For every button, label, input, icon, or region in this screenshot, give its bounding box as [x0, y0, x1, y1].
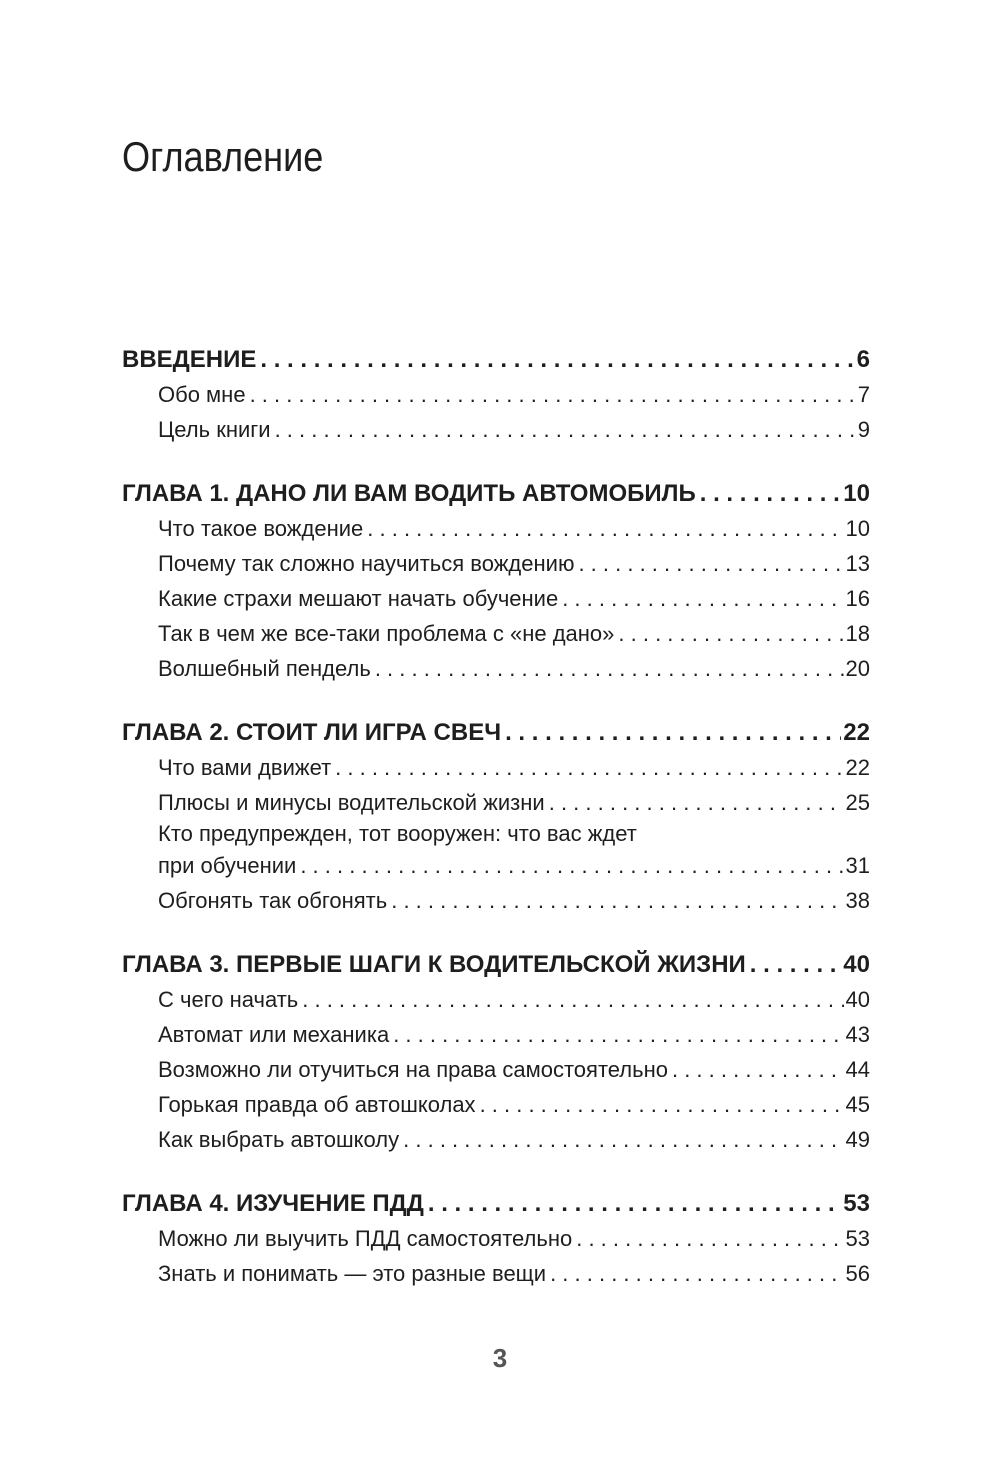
toc-section-title: Плюсы и минусы водительской жизни: [158, 790, 545, 815]
dot-leader: [562, 581, 843, 616]
toc-section[interactable]: [122, 377, 870, 412]
toc-section[interactable]: [122, 883, 870, 918]
toc-section-title: С чего начать: [158, 987, 299, 1012]
toc-section[interactable]: [122, 750, 870, 785]
page-number: 3: [492, 1343, 508, 1373]
toc-section-title: Почему так сложно научиться вождению: [158, 551, 575, 576]
toc-page-number: 25: [845, 790, 870, 815]
toc-chapter-4[interactable]: [122, 1186, 870, 1221]
toc-chapter-1[interactable]: [122, 476, 870, 511]
toc-section-title: Как выбрать автошколу: [158, 1127, 400, 1152]
dot-leader: [367, 511, 843, 546]
toc-page-number: 43: [845, 1022, 870, 1047]
toc-page-number: 40: [845, 987, 870, 1012]
dot-leader: [428, 1186, 841, 1221]
dot-leader: [391, 883, 843, 918]
toc-page-number: 13: [845, 551, 870, 576]
toc-section[interactable]: [122, 1017, 870, 1052]
dot-leader: [403, 1122, 843, 1157]
dot-leader: [550, 1256, 843, 1291]
dot-leader: [618, 616, 843, 651]
toc-section-title: Так в чем же все-таки проблема с «не дано»: [158, 621, 615, 646]
toc-page-number: 44: [845, 1057, 870, 1082]
toc-section-title: Обо мне: [158, 382, 246, 407]
toc-section[interactable]: [122, 651, 870, 686]
toc-section[interactable]: [122, 1087, 870, 1122]
toc-section-title: Автомат или механика: [158, 1022, 390, 1047]
toc-section-title-line1: Кто предупрежден, тот вооружен: что вас ждет: [158, 821, 637, 846]
toc-section[interactable]: [122, 412, 870, 447]
toc-page-number: 38: [845, 888, 870, 913]
toc-page-number: 31: [845, 853, 870, 878]
toc-section[interactable]: [122, 511, 870, 546]
toc-section-multiline[interactable]: [122, 820, 870, 883]
toc-section-title: Возможно ли отучиться на права самостоятельно: [158, 1057, 668, 1082]
toc-section-last-line: [158, 848, 870, 883]
toc-chapter-title: ГЛАВА 2. СТОИТ ЛИ ИГРА СВЕЧ: [122, 719, 502, 746]
toc-section-title: Волшебный пендель: [158, 656, 371, 681]
toc-section[interactable]: [122, 616, 870, 651]
toc-section-title: Можно ли выучить ПДД самостоятельно: [158, 1226, 573, 1251]
dot-leader: [576, 1221, 843, 1256]
toc-page-number: 16: [845, 586, 870, 611]
toc-page-number: 45: [845, 1092, 870, 1117]
dot-leader: [250, 377, 856, 412]
dot-leader: [480, 1087, 844, 1122]
toc-page-number: 22: [845, 755, 870, 780]
toc-chapter-introduction[interactable]: [122, 342, 870, 377]
toc-section-title: Цель книги: [158, 417, 271, 442]
toc-page-number: 7: [857, 382, 870, 407]
toc-page-number: 53: [843, 1190, 870, 1217]
toc-section[interactable]: [122, 785, 870, 820]
toc-section-title: Что вами движет: [158, 755, 332, 780]
toc-section-title: Горькая правда об автошколах: [158, 1092, 476, 1117]
dot-leader: [393, 1017, 843, 1052]
toc-page-number: 10: [843, 480, 870, 507]
toc-chapter-title: ГЛАВА 3. ПЕРВЫЕ ШАГИ К ВОДИТЕЛЬСКОЙ ЖИЗНИ: [122, 951, 746, 978]
toc-section[interactable]: [122, 1052, 870, 1087]
toc-page-number: 56: [845, 1261, 870, 1286]
toc-section[interactable]: [122, 1256, 870, 1291]
page-title: Оглавление: [122, 133, 324, 180]
dot-leader: [300, 848, 843, 883]
toc-page-number: 9: [857, 417, 870, 442]
toc-section[interactable]: [122, 982, 870, 1017]
dot-leader: [275, 412, 856, 447]
dot-leader: [335, 750, 843, 785]
toc-section-title: Какие страхи мешают начать обучение: [158, 586, 559, 611]
dot-leader: [549, 785, 844, 820]
dot-leader: [505, 715, 841, 750]
toc-section-title: Обгонять так обгонять: [158, 888, 388, 913]
toc-page-number: 6: [856, 346, 870, 373]
dot-leader: [672, 1052, 844, 1087]
toc-page-number: 53: [845, 1226, 870, 1251]
toc-chapter-title: ВВЕДЕНИЕ: [122, 346, 257, 373]
toc-chapter-2[interactable]: [122, 715, 870, 750]
toc-chapter-title: ГЛАВА 4. ИЗУЧЕНИЕ ПДД: [122, 1190, 424, 1217]
dot-leader: [578, 546, 843, 581]
toc-section-title-line2: при обучении: [158, 853, 297, 878]
toc-section[interactable]: [122, 546, 870, 581]
toc-page-number: 20: [845, 656, 870, 681]
toc-section[interactable]: [122, 1122, 870, 1157]
dot-leader: [375, 651, 844, 686]
toc-chapter-title: ГЛАВА 1. ДАНО ЛИ ВАМ ВОДИТЬ АВТОМОБИЛЬ: [122, 480, 696, 507]
toc-section[interactable]: [122, 581, 870, 616]
toc-page-number: 49: [845, 1127, 870, 1152]
toc-section-title: Что такое вождение: [158, 516, 364, 541]
toc-page-number: 40: [843, 951, 870, 978]
toc-page-number: 18: [845, 621, 870, 646]
toc-section[interactable]: [122, 1221, 870, 1256]
dot-leader: [750, 947, 842, 982]
dot-leader: [260, 342, 854, 377]
dot-leader: [302, 982, 843, 1017]
toc-page-number: 10: [845, 516, 870, 541]
toc-chapter-3[interactable]: [122, 947, 870, 982]
dot-leader: [700, 476, 842, 511]
toc-section-title: Знать и понимать — это разные вещи: [158, 1261, 547, 1286]
toc-page-number: 22: [843, 719, 870, 746]
table-of-contents: [122, 342, 870, 1291]
